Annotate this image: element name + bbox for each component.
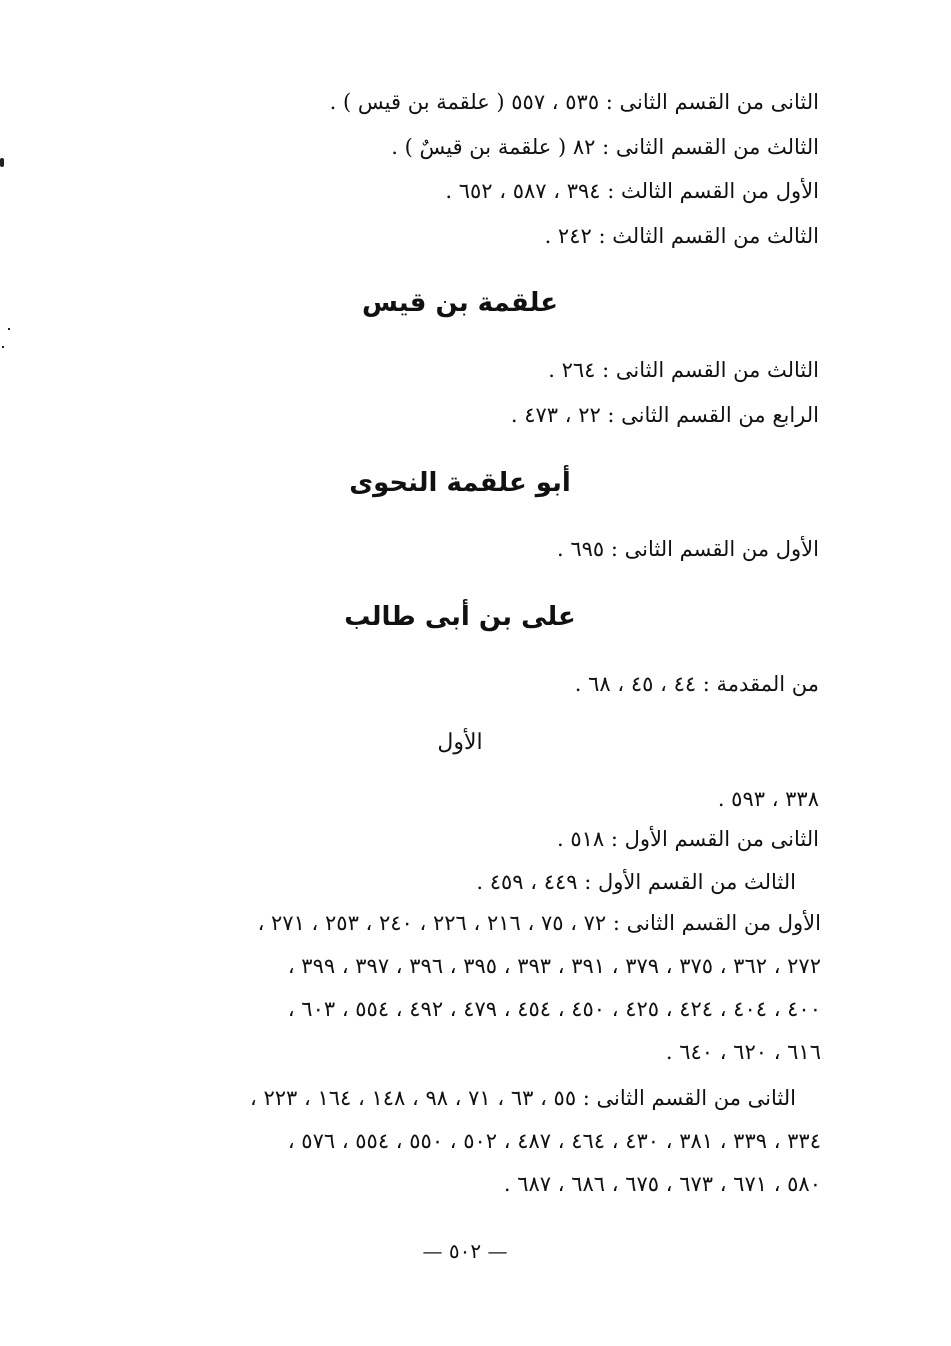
index-line: ٣٣٨ ، ٥٩٣ . — [717, 787, 819, 811]
index-line: الثالث من القسم الأول : ٤٤٩ ، ٤٥٩ . — [476, 870, 796, 894]
index-line: ٢٧٢ ، ٣٦٢ ، ٣٧٥ ، ٣٧٩ ، ٣٩١ ، ٣٩٣ ، ٣٩٥ ، ٣٩٦ ، ٣٩٧ ، ٣٩٩ ، — [287, 954, 821, 978]
index-line: الأول من القسم الثالث : ٣٩٤ ، ٥٨٧ ، ٦٥٢ . — [445, 179, 819, 203]
index-line: الثانى من القسم الأول : ٥١٨ . — [557, 827, 819, 851]
index-line: الأول من القسم الثانى : ٦٩٥ . — [557, 537, 819, 561]
section-subtitle: الأول — [437, 730, 483, 755]
index-line: ٤٠٠ ، ٤٠٤ ، ٤٢٤ ، ٤٢٥ ، ٤٥٠ ، ٤٥٤ ، ٤٧٩ ، ٤٩٢ ، ٥٥٤ ، ٦٠٣ ، — [287, 997, 821, 1021]
index-line: الثانى من القسم الثانى : ٥٥ ، ٦٣ ، ٧١ ، ٩٨ ، ١٤٨ ، ١٦٤ ، ٢٢٣ ، — [250, 1086, 796, 1110]
index-line: الرابع من القسم الثانى : ٢٢ ، ٤٧٣ . — [510, 403, 819, 427]
section-title: علقمة بن قيس — [362, 288, 558, 318]
index-line: من المقدمة : ٤٤ ، ٤٥ ، ٦٨ . — [574, 672, 819, 696]
index-line: ٦١٦ ، ٦٢٠ ، ٦٤٠ . — [665, 1040, 821, 1064]
section-title: أبو علقمة النحوى — [349, 468, 571, 498]
index-line: الثانى من القسم الثانى : ٥٣٥ ، ٥٥٧ ( علقمة بن قيس ) . — [329, 90, 819, 114]
index-line: ٣٣٤ ، ٣٣٩ ، ٣٨١ ، ٤٣٠ ، ٤٦٤ ، ٤٨٧ ، ٥٠٢ ، ٥٥٠ ، ٥٥٤ ، ٥٧٦ ، — [287, 1129, 821, 1153]
index-line: الثالث من القسم الثانى : ٨٢ ( علقمة بن قيسٌ ) . — [391, 135, 819, 159]
page-number: — ٥٠٢ — — [422, 1239, 508, 1263]
scan-speck — [0, 158, 4, 167]
scan-speck — [2, 346, 4, 348]
index-line: ٥٨٠ ، ٦٧١ ، ٦٧٣ ، ٦٧٥ ، ٦٨٦ ، ٦٨٧ . — [503, 1172, 821, 1196]
index-line: الثالث من القسم الثانى : ٢٦٤ . — [548, 358, 819, 382]
scan-speck — [8, 328, 10, 330]
section-title: على بن أبى طالب — [344, 602, 576, 632]
index-line: الأول من القسم الثانى : ٧٢ ، ٧٥ ، ٢١٦ ، ٢٢٦ ، ٢٤٠ ، ٢٥٣ ، ٢٧١ ، — [257, 911, 821, 935]
index-line: الثالث من القسم الثالث : ٢٤٢ . — [544, 224, 819, 248]
